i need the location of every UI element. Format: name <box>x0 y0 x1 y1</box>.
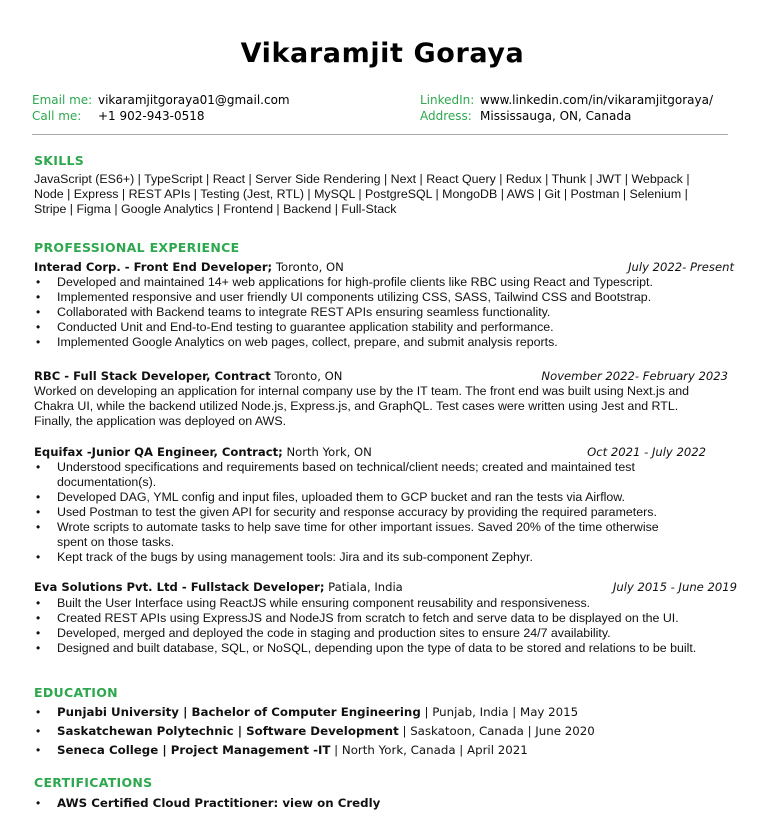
list-item <box>34 741 724 760</box>
phone-label: Call me: <box>32 109 82 123</box>
job-header <box>34 369 734 384</box>
education-details: | North York, Canada | April 2021 <box>330 743 528 757</box>
list-item: • Wrote scripts to automate tasks to help save time for other important issues. Saved 20% of the time otherwise spent on those tasks. <box>34 520 674 550</box>
job-date: July 2022- Present <box>628 260 734 274</box>
education-details: | Punjab, India | May 2015 <box>420 705 579 719</box>
skills-line: Node | Express | REST APIs | Testing (Jest, RTL) | MySQL | PostgreSQL | MongoDB | AWS | Git | Postman | Selenium | <box>34 187 688 201</box>
job-bullets <box>34 596 719 656</box>
list-item: • Understood specifications and requirements based on technical/client needs; created and maintained test documentation(s). <box>34 460 674 490</box>
contact-left <box>32 92 290 124</box>
list-item <box>34 703 724 722</box>
skills-list <box>34 172 738 217</box>
list-item: • Created REST APIs using ExpressJS and NodeJS from scratch to fetch and serve data to be displayed on the UI. <box>34 611 719 626</box>
address-label: Address: <box>420 109 472 123</box>
list-item <box>34 722 724 741</box>
list-item: • Conducted Unit and End-to-End testing to guarantee application stability and performance. <box>34 320 724 335</box>
skills-line: JavaScript (ES6+) | TypeScript | React | Server Side Rendering | Next | React Query | Redux | Thunk | JWT | Webpack | <box>34 172 690 186</box>
education-degree: Seneca College | Project Management -IT <box>57 743 331 757</box>
job-location: Toronto, ON <box>270 369 343 383</box>
list-item: • Kept track of the bugs by using management tools: Jira and its sub-component Zephyr. <box>34 550 674 565</box>
job-header <box>34 260 734 275</box>
email-row <box>32 92 290 108</box>
experience-heading: PROFESSIONAL EXPERIENCE <box>34 240 240 255</box>
job-bullets <box>34 460 674 565</box>
email-value[interactable]: vikaramjitgoraya01@gmail.com <box>98 93 290 107</box>
job-location: North York, ON <box>282 445 372 459</box>
certification-link[interactable]: AWS Certified Cloud Practitioner: view on Credly <box>57 796 381 810</box>
education-details: | Saskatoon, Canada | June 2020 <box>398 724 595 738</box>
list-item: • Implemented responsive and user friendly UI components utilizing CSS, SASS, Tailwind CSS and Bootstrap. <box>34 290 724 305</box>
list-item <box>34 794 724 813</box>
candidate-name: Vikaramjit Goraya <box>240 38 525 69</box>
list-item: • Developed DAG, YML config and input files, uploaded them to GCP bucket and ran the tests via Airflow. <box>34 490 674 505</box>
job-header <box>34 580 737 595</box>
list-item: • Implemented Google Analytics on web pages, collect, prepare, and submit analysis reports. <box>34 335 724 350</box>
job-date: Oct 2021 - July 2022 <box>587 445 706 459</box>
job-bullets <box>34 275 724 350</box>
job-location: Toronto, ON <box>272 260 344 274</box>
address-value: Mississauga, ON, Canada <box>480 109 632 123</box>
education-degree: Punjabi University | Bachelor of Computer Engineering <box>57 705 421 719</box>
certifications-list <box>34 794 724 813</box>
skills-line: Stripe | Figma | Google Analytics | Frontend | Backend | Full-Stack <box>34 202 397 216</box>
summary-line: Worked on developing an application for internal company use by the IT team. The front end was built using Next.js and <box>34 384 690 398</box>
phone-value[interactable]: +1 902-943-0518 <box>98 109 205 123</box>
list-item: • Built the User Interface using ReactJS while ensuring component reusability and responsiveness. <box>34 596 719 611</box>
contact-right <box>420 92 713 124</box>
job-location: Patiala, India <box>324 580 403 594</box>
address-row <box>420 108 713 124</box>
email-label: Email me: <box>32 93 93 107</box>
linkedin-label: LinkedIn: <box>420 93 475 107</box>
list-item: • Collaborated with Backend teams to integrate REST APIs ensuring seamless functionality. <box>34 305 724 320</box>
linkedin-row <box>420 92 713 108</box>
linkedin-link[interactable]: www.linkedin.com/in/vikaramjitgoraya/ <box>480 93 713 107</box>
header-divider <box>32 134 728 135</box>
job-title: Equifax -Junior QA Engineer, Contract; <box>34 445 283 459</box>
list-item: • Designed and built database, SQL, or NoSQL, depending upon the type of data to be stored and relations to be built. <box>34 641 719 656</box>
job-title: Eva Solutions Pvt. Ltd - Fullstack Developer; <box>34 580 325 594</box>
list-item: • Developed and maintained 14+ web applications for high-profile clients like RBC using React and Typescript. <box>34 275 724 290</box>
summary-line: Chakra UI, while the backend utilized Node.js, Express.js, and GraphQL. Test cases were written using Jest and RTL. <box>34 399 679 413</box>
job-summary <box>34 384 738 429</box>
education-heading: EDUCATION <box>34 685 118 700</box>
phone-row <box>32 108 290 124</box>
list-item: • Developed, merged and deployed the code in staging and production sites to ensure 24/7 availability. <box>34 626 719 641</box>
education-list <box>34 703 724 760</box>
skills-heading: SKILLS <box>34 153 85 168</box>
list-item: • Used Postman to test the given API for security and response accuracy by providing the required parameters. <box>34 505 674 520</box>
job-title: RBC - Full Stack Developer, Contract <box>34 369 271 383</box>
summary-line: Finally, the application was deployed on AWS. <box>34 414 287 428</box>
job-date: July 2015 - June 2019 <box>612 580 737 594</box>
job-title: Interad Corp. - Front End Developer; <box>34 260 273 274</box>
education-degree: Saskatchewan Polytechnic | Software Development <box>57 724 399 738</box>
job-header <box>34 445 734 460</box>
job-date: November 2022- February 2023 <box>541 369 728 383</box>
certifications-heading: CERTIFICATIONS <box>34 775 153 790</box>
